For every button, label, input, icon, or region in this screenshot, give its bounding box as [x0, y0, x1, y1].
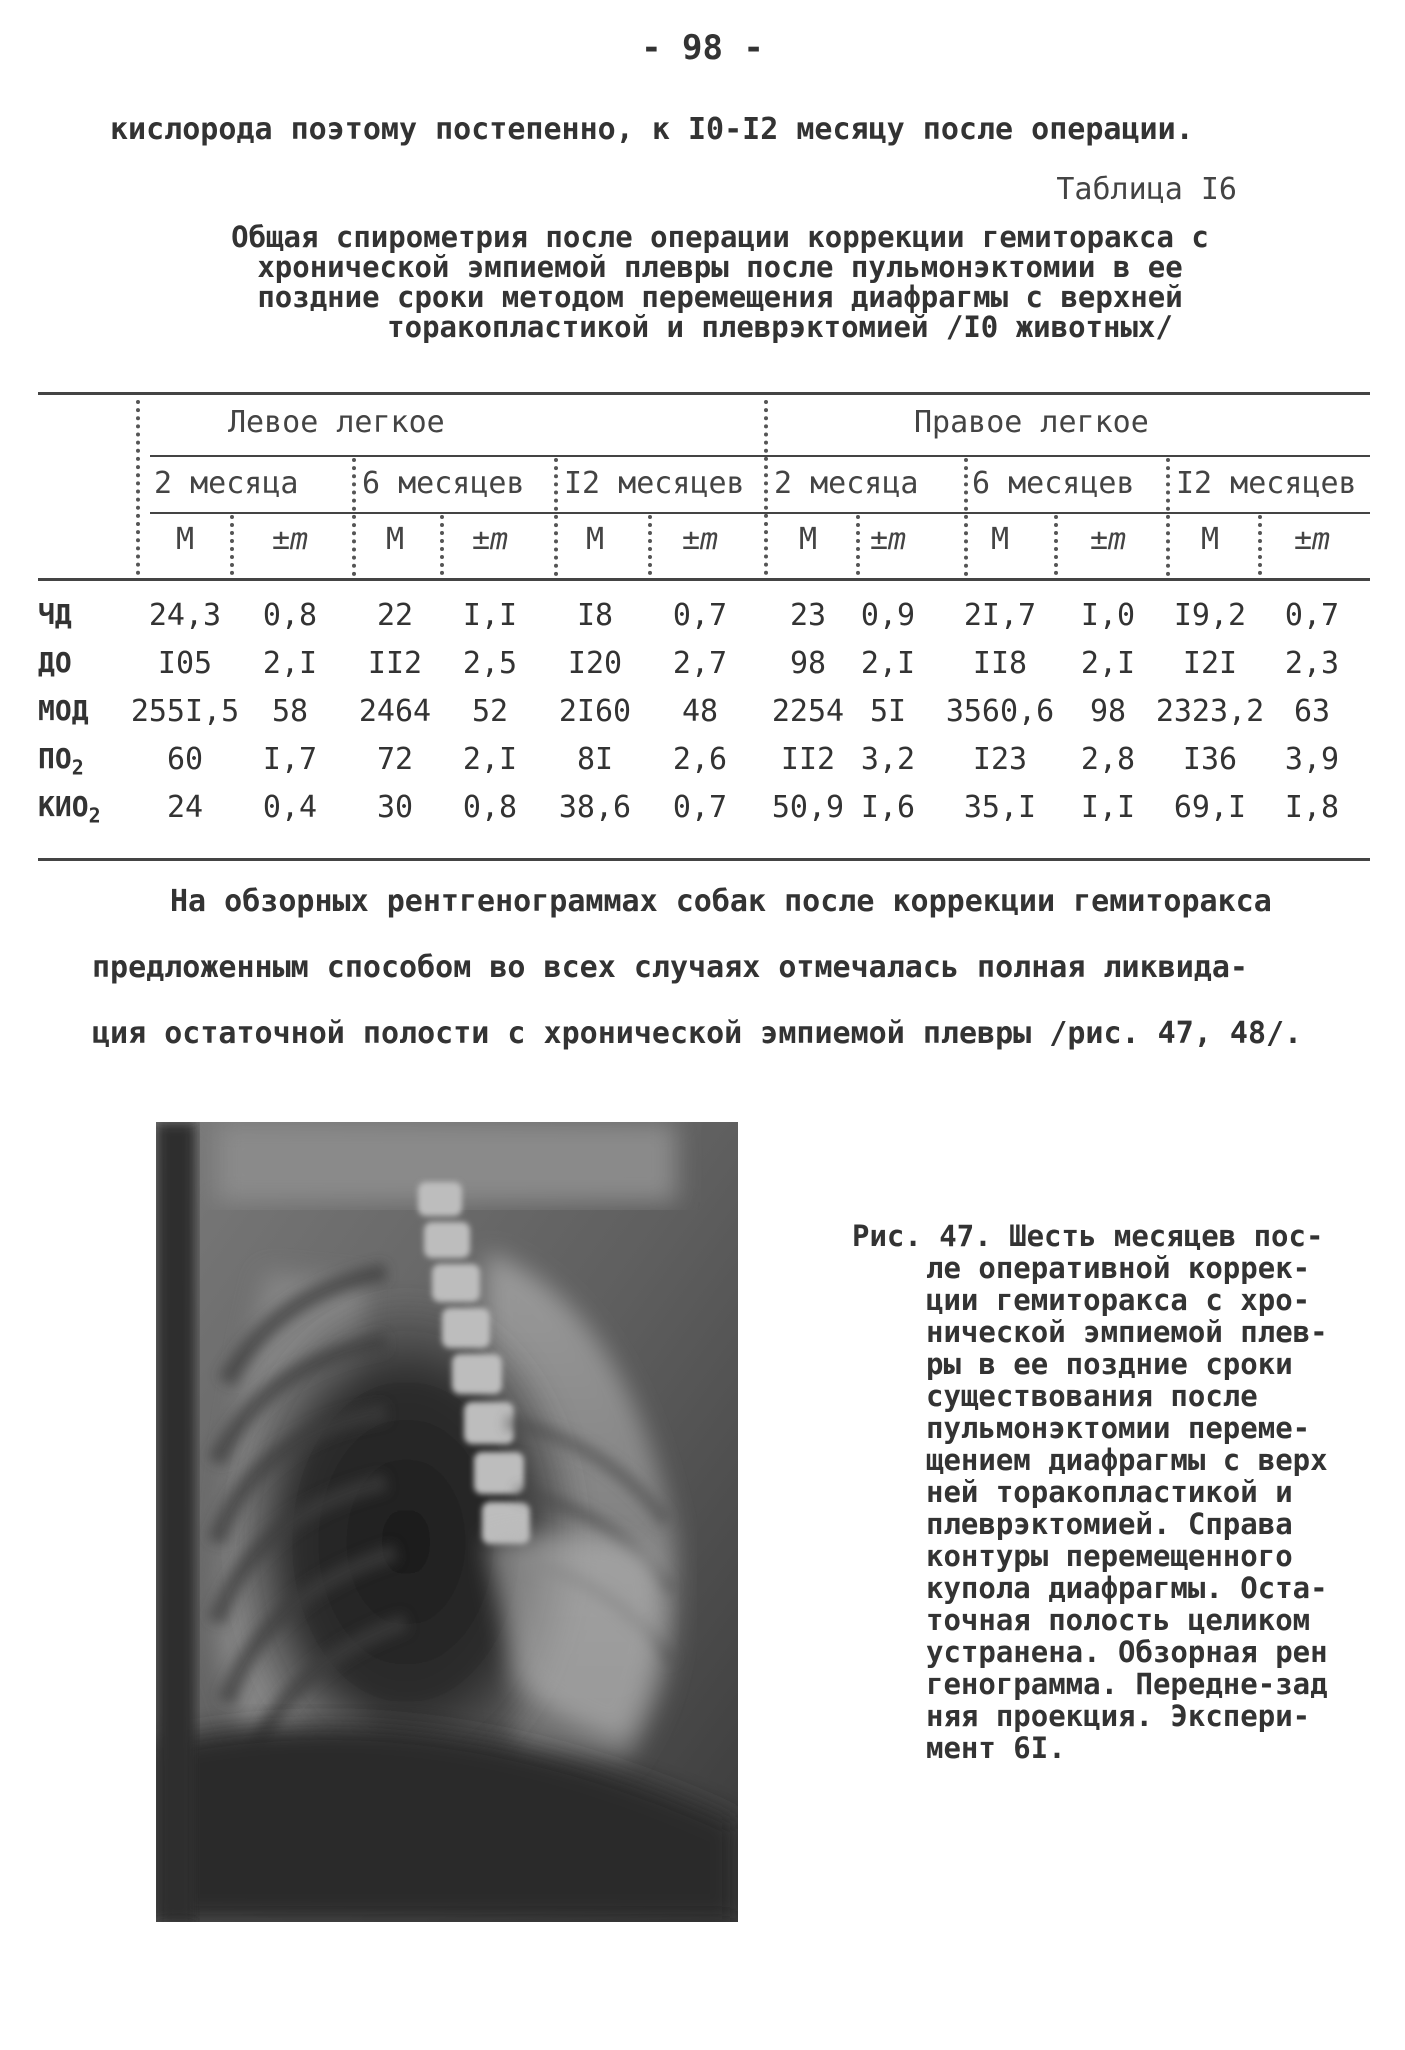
- table-cell: I2I: [1182, 646, 1238, 681]
- table-subcolumn-divider: [648, 515, 652, 575]
- table-cell: 63: [1293, 694, 1331, 729]
- figure-caption-line: существования после: [926, 1379, 1258, 1413]
- subcolumn-header: ±m: [1089, 522, 1127, 557]
- subcolumn-header: ±m: [271, 522, 309, 557]
- figure-caption-line: няя проекция. Экспери-: [926, 1699, 1311, 1733]
- table-cell: II2: [367, 646, 423, 681]
- table-cell: I05: [157, 646, 213, 681]
- table-cell: 2254: [771, 694, 845, 729]
- table-cell: 2,6: [672, 742, 728, 777]
- table-period-divider: [964, 458, 968, 576]
- table-cell: 24,3: [148, 598, 222, 633]
- figure-caption-line: генограмма. Передне-зад: [926, 1667, 1328, 1701]
- table-cell: 0,8: [462, 790, 518, 825]
- figure-caption-line: Рис. 47. Шесть месяцев пос-: [852, 1219, 1324, 1253]
- table-label: Таблица I6: [1056, 172, 1237, 207]
- table-cell: 0,7: [672, 598, 728, 633]
- row-label: [38, 598, 72, 631]
- row-label-text: ДО: [38, 646, 72, 679]
- row-label-text: КИО: [38, 790, 89, 823]
- figure-caption-line: ры в ее поздние сроки: [926, 1347, 1293, 1381]
- table-cell: 5I: [869, 694, 907, 729]
- table-subcolumn-divider: [230, 515, 234, 575]
- group-header-left-lung: Левое легкое: [228, 405, 445, 440]
- table-cell: 0,9: [860, 598, 916, 633]
- table-cell: 2,I: [262, 646, 318, 681]
- figure-caption-line: пульмонэктомии переме-: [926, 1411, 1311, 1445]
- table-cell: I36: [1182, 742, 1238, 777]
- subcolumn-header: ±m: [869, 522, 907, 557]
- table-cell: I,I: [1080, 790, 1136, 825]
- figure-caption: [852, 1220, 1372, 1764]
- table-label-column-divider: [136, 400, 140, 575]
- table-cell: 60: [166, 742, 204, 777]
- table-cell: 2I60: [558, 694, 632, 729]
- table-cell: 0,4: [262, 790, 318, 825]
- table-cell: 2464: [358, 694, 432, 729]
- table-header-bottom-rule: [38, 578, 1370, 581]
- table-cell: 69,I: [1173, 790, 1247, 825]
- table-cell: II2: [780, 742, 836, 777]
- table-cell: 2,I: [462, 742, 518, 777]
- row-label: [38, 742, 84, 780]
- table-subcolumn-divider: [1054, 515, 1058, 575]
- subcolumn-header: M: [990, 522, 1010, 557]
- table-top-rule: [38, 392, 1370, 395]
- table-cell: 255I,5: [130, 694, 240, 729]
- table-cell: 2,8: [1080, 742, 1136, 777]
- row-label-subscript: 2: [71, 755, 84, 780]
- table-cell: 35,I: [963, 790, 1037, 825]
- table-cell: 3560,6: [945, 694, 1055, 729]
- period-header: 2 месяца: [154, 466, 299, 501]
- table-cell: 0,7: [1284, 598, 1340, 633]
- table-caption-line: хронической эмпиемой плевры после пульмонэктомии в ее: [257, 250, 1183, 284]
- intro-text-line: кислорода поэтому постепенно, к I0-I2 месяцу после операции.: [110, 112, 1194, 147]
- row-label: [38, 790, 101, 828]
- paragraph-line: предложенным способом во всех случаях отмечалась полная ликвида-: [92, 950, 1248, 985]
- table-cell: II8: [972, 646, 1028, 681]
- table-cell: I,8: [1284, 790, 1340, 825]
- subcolumn-header: ±m: [1293, 522, 1331, 557]
- table-subcolumn-divider: [1258, 515, 1262, 575]
- row-label: [38, 694, 89, 727]
- table-caption: [160, 222, 1280, 342]
- period-header: I2 месяцев: [1176, 466, 1357, 501]
- table-cell: 3,2: [860, 742, 916, 777]
- table-cell: 30: [376, 790, 414, 825]
- table-cell: I9,2: [1173, 598, 1247, 633]
- figure-caption-line: щением диафрагмы с верх: [926, 1443, 1328, 1477]
- table-cell: 2I,7: [963, 598, 1037, 633]
- table-period-rule: [150, 455, 1370, 457]
- table-cell: 23: [789, 598, 827, 633]
- table-bottom-rule: [38, 858, 1370, 861]
- table-cell: 48: [681, 694, 719, 729]
- paragraph-line: ция остаточной полости с хронической эмпиемой плевры /рис. 47, 48/.: [92, 1016, 1303, 1051]
- table-caption-line: торакопластикой и плеврэктомией /I0 животных/: [387, 310, 1173, 344]
- table-caption-line: поздние сроки методом перемещения диафрагмы с верхней: [257, 280, 1183, 314]
- table-cell: 0,7: [672, 790, 728, 825]
- figure-caption-line: купола диафрагмы. Оста-: [926, 1571, 1328, 1605]
- table-cell: 2,7: [672, 646, 728, 681]
- subcolumn-header: M: [1200, 522, 1220, 557]
- row-label-subscript: 2: [88, 803, 101, 828]
- row-label-text: МОД: [38, 694, 89, 727]
- period-header: I2 месяцев: [564, 466, 745, 501]
- table-cell: I,6: [860, 790, 916, 825]
- table-cell: I,0: [1080, 598, 1136, 633]
- table-cell: I20: [567, 646, 623, 681]
- table-cell: 98: [789, 646, 827, 681]
- table-cell: 0,8: [262, 598, 318, 633]
- table-cell: 2,5: [462, 646, 518, 681]
- period-header: 2 месяца: [774, 466, 919, 501]
- table-cell: 3,9: [1284, 742, 1340, 777]
- table-group-divider: [764, 400, 768, 575]
- subcolumn-header: ±m: [681, 522, 719, 557]
- table-subcolumn-divider: [856, 515, 860, 575]
- figure-caption-line: ле оперативной коррек-: [926, 1251, 1311, 1285]
- row-label-text: ЧД: [38, 598, 72, 631]
- subcolumn-header: ±m: [471, 522, 509, 557]
- table-caption-line: Общая спирометрия после операции коррекции гемиторакса с: [231, 220, 1209, 254]
- figure-caption-line: нической эмпиемой плев-: [926, 1315, 1328, 1349]
- table-cell: 50,9: [771, 790, 845, 825]
- subcolumn-header: M: [385, 522, 405, 557]
- period-header: 6 месяцев: [972, 466, 1135, 501]
- table-cell: I23: [972, 742, 1028, 777]
- figure-caption-line: устранена. Обзорная рен: [926, 1635, 1328, 1669]
- period-header: 6 месяцев: [362, 466, 525, 501]
- table-cell: 8I: [576, 742, 614, 777]
- row-label-text: ПО: [38, 742, 72, 775]
- table-cell: 2,I: [860, 646, 916, 681]
- table-cell: I8: [576, 598, 614, 633]
- table-subheader-rule: [150, 512, 1370, 514]
- table-subcolumn-divider: [440, 515, 444, 575]
- table-cell: I,I: [462, 598, 518, 633]
- table-cell: 38,6: [558, 790, 632, 825]
- table-cell: 2,I: [1080, 646, 1136, 681]
- table-cell: 58: [271, 694, 309, 729]
- subcolumn-header: M: [175, 522, 195, 557]
- table-cell: I,7: [262, 742, 318, 777]
- table-cell: 52: [471, 694, 509, 729]
- table-cell: 22: [376, 598, 414, 633]
- figure-caption-line: контуры перемещенного: [926, 1539, 1293, 1573]
- figure-caption-line: ней торакопластикой и: [926, 1475, 1293, 1509]
- subcolumn-header: M: [585, 522, 605, 557]
- table-cell: 2,3: [1284, 646, 1340, 681]
- paragraph-line: На обзорных рентгенограммах собак после коррекции гемиторакса: [170, 884, 1272, 919]
- figure-caption-line: точная полость целиком: [926, 1603, 1311, 1637]
- subcolumn-header: M: [798, 522, 818, 557]
- table-cell: 2323,2: [1155, 694, 1265, 729]
- figure-caption-line: ции гемиторакса с хро-: [926, 1283, 1311, 1317]
- group-header-right-lung: Правое легкое: [914, 405, 1149, 440]
- row-label: [38, 646, 72, 679]
- figure-caption-line: плеврэктомией. Справа: [926, 1507, 1293, 1541]
- figure-caption-line: мент 6I.: [926, 1731, 1066, 1765]
- page-number: - 98 -: [641, 28, 764, 68]
- table-cell: 24: [166, 790, 204, 825]
- chest-xray-photo: [156, 1122, 738, 1922]
- table-cell: 98: [1089, 694, 1127, 729]
- table-cell: 72: [376, 742, 414, 777]
